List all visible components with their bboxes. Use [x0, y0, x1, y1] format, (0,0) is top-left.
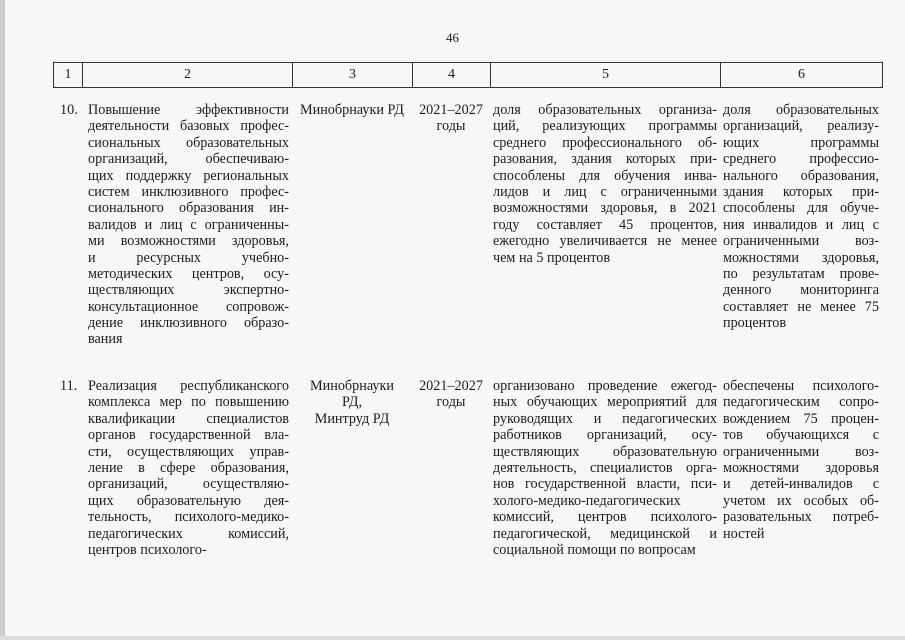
text-line: чем на 5 процентов: [493, 249, 611, 266]
text-line: организаций, обеспечиваю-: [88, 151, 289, 168]
text-line: 2021–2027: [419, 102, 483, 118]
text-line: организаций, осуществляю-: [88, 476, 289, 493]
text-line: деятельности базовых профес-: [88, 118, 289, 135]
executor-cell: [295, 102, 409, 118]
text-line: нального образования,: [723, 167, 879, 184]
text-line: органов государственной вла-: [88, 427, 289, 444]
text-line: вождением 75 процен-: [723, 410, 879, 427]
text-line: комплекса мер по повышению: [88, 394, 289, 411]
text-line: учетом их особых об-: [723, 492, 879, 509]
text-line: методических центров, осу-: [88, 265, 289, 282]
header-cell-4: 4: [412, 62, 491, 88]
period-cell: [415, 378, 487, 411]
text-line: щих поддержку региональных: [88, 167, 289, 184]
text-line: ния инвалидов и лиц с: [723, 216, 879, 233]
text-line: ми возможностями здоровья,: [88, 233, 289, 250]
result-cell: [723, 102, 879, 331]
text-line: разовательных потреб-: [723, 509, 879, 526]
text-line: годы: [436, 394, 466, 411]
text-line: способлены для обуче-: [723, 200, 879, 217]
text-line: лидов и лиц с ограниченными: [493, 183, 717, 200]
text-line: Реализация республиканского: [88, 378, 289, 394]
header-cell-2: 2: [82, 62, 293, 88]
text-line: ограниченными воз-: [723, 443, 879, 460]
text-line: году составляет 45 процентов,: [493, 216, 717, 233]
text-line: разования, здания которых при-: [493, 151, 717, 168]
text-line: консультационное сопровож-: [88, 298, 289, 315]
text-line: сти, осуществляющих управ-: [88, 443, 289, 460]
indicator-cell: [493, 378, 717, 558]
text-line: Минобрнауки: [310, 378, 394, 394]
text-line: здания которых при-: [723, 183, 879, 200]
scan-edge: [0, 636, 905, 640]
text-line: ций, реализующих программы: [493, 118, 717, 135]
text-line: и детей-инвалидов с: [723, 476, 879, 493]
text-line: Повышение эффективности: [88, 102, 289, 118]
text-line: Минобрнауки РД: [299, 102, 404, 118]
text-line: возможностями здоровья, в 2021: [493, 200, 717, 217]
text-line: ществляющих экспертно-: [88, 282, 289, 299]
text-line: комиссий, центров психолого-: [493, 509, 717, 526]
text-line: денного мониторинга: [723, 282, 879, 299]
header-cell-1: 1: [53, 62, 83, 88]
text-line: составляет не менее 75: [723, 298, 879, 315]
text-line: способлены для обучения инва-: [493, 167, 717, 184]
text-line: РД,: [341, 394, 363, 411]
text-line: среднего профессионального об-: [493, 134, 717, 151]
header-cell-3: 3: [292, 62, 413, 88]
text-line: обеспечены психолого-: [723, 378, 879, 394]
text-line: педагогическим сопро-: [723, 394, 879, 411]
text-line: ограниченными воз-: [723, 233, 879, 250]
text-line: ных обучающих мероприятий для: [493, 394, 717, 411]
executor-cell: [295, 378, 409, 427]
text-line: педагогических комиссий,: [88, 525, 289, 542]
text-line: социальной помощи по вопросам: [493, 541, 696, 558]
text-line: доля образовательных: [723, 102, 879, 118]
text-line: Минтруд РД: [314, 410, 390, 427]
text-line: тельность, психолого-медико-: [88, 509, 289, 526]
text-line: руководящих и педагогических: [493, 410, 717, 427]
text-line: можностями здоровья: [723, 459, 879, 476]
text-line: сионального образования ин-: [88, 200, 289, 217]
text-line: доля образовательных организа-: [493, 102, 717, 118]
scan-edge: [0, 0, 5, 640]
text-line: работников организаций, осу-: [493, 427, 717, 444]
text-line: 2021–2027: [419, 378, 483, 394]
text-line: дение инклюзивного образо-: [88, 315, 289, 332]
result-cell: [723, 378, 879, 542]
row-number: 11.: [60, 378, 78, 394]
text-line: ежегодно увеличивается не менее: [493, 233, 717, 250]
text-line: по результатам прове-: [723, 265, 879, 282]
indicator-cell: [493, 102, 717, 266]
text-line: ющих программы: [723, 134, 879, 151]
text-line: квалификации специалистов: [88, 410, 289, 427]
text-line: вания: [88, 331, 123, 348]
text-line: сиональных образовательных: [88, 134, 289, 151]
text-line: процентов: [723, 315, 787, 332]
text-line: систем инклюзивного профес-: [88, 183, 289, 200]
text-line: холого-медико-педагогических: [493, 492, 681, 509]
text-line: ностей: [723, 525, 765, 542]
text-line: годы: [436, 118, 466, 135]
text-line: педагогической, медицинской и: [493, 525, 717, 542]
activity-cell: [88, 102, 289, 348]
header-cell-6: 6: [720, 62, 883, 88]
text-line: центров психолого-: [88, 541, 207, 558]
text-line: организаций, реализу-: [723, 118, 879, 135]
text-line: ществляющих образовательную: [493, 443, 717, 460]
text-line: можностями здоровья,: [723, 249, 879, 266]
text-line: валидов и лиц с ограниченны-: [88, 216, 289, 233]
page-number: 46: [446, 30, 459, 45]
row-number: 10.: [60, 102, 78, 118]
activity-cell: [88, 378, 289, 558]
text-line: деятельность, специалистов орга-: [493, 459, 717, 476]
text-line: щих образовательную дея-: [88, 492, 289, 509]
text-line: и ресурсных учебно-: [88, 249, 289, 266]
text-line: нов государственной власти, пси-: [493, 476, 717, 493]
text-line: ление в сфере образования,: [88, 459, 289, 476]
text-line: тов обучающихся с: [723, 427, 879, 444]
header-cell-5: 5: [490, 62, 721, 88]
text-line: организовано проведение ежегод-: [493, 378, 717, 394]
period-cell: [415, 102, 487, 135]
text-line: среднего профессио-: [723, 151, 879, 168]
